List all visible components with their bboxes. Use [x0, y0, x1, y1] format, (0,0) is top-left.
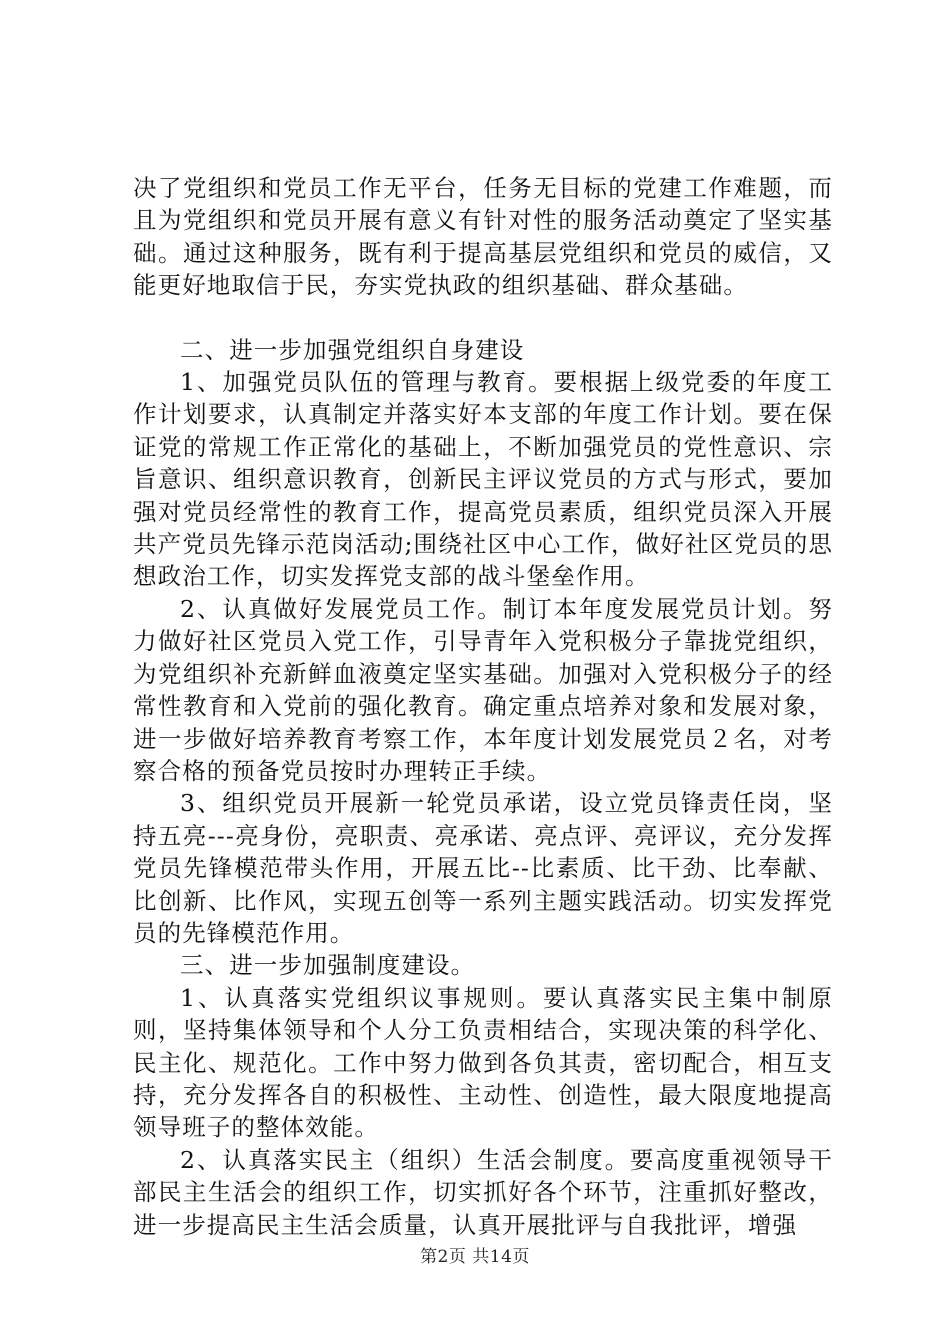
paragraph-member-commitment: 3、组织党员开展新一轮党员承诺，设立党员锋责任岗，坚持五亮---亮身份，亮职责、亮承诺、亮点评、亮评议，充分发挥党员先锋模范带头作用，开展五比--比素质、比干劲、比奉献、比创新、比作风，实现五创等一系列主题实践活动。切实发挥党员的先锋模范作用。: [133, 789, 833, 947]
paragraph-member-development: 2、认真做好发展党员工作。制订本年度发展党员计划。努力做好社区党员入党工作，引导青年入党积极分子靠拢党组织，为党组织补充新鲜血液奠定坚实基础。加强对入党积极分子的经常性教育和入党前的强化教育。确定重点培养对象和发展对象，进一步做好培养教育考察工作，本年度计划发展党员２名，对考察合格的预备党员按时办理转正手续。: [133, 594, 833, 785]
paragraph-spacer: [133, 302, 833, 334]
paragraph-democratic-life-meeting: 2、认真落实民主（组织）生活会制度。要高度重视领导干部民主生活会的组织工作，切实抓好各个环节，注重抓好整改，进一步提高民主生活会质量，认真开展批评与自我批评，增强: [133, 1145, 833, 1239]
page-number-footer: 第2页 共14页: [420, 1247, 530, 1267]
paragraph-deliberation-rules: 1、认真落实党组织议事规则。要认真落实民主集中制原则，坚持集体领导和个人分工负责相结合，实现决策的科学化、民主化、规范化。工作中努力做到各负其责，密切配合，相互支持，充分发挥各自的积极性、主动性、创造性，最大限度地提高领导班子的整体效能。: [133, 983, 833, 1142]
document-body: [133, 172, 833, 1241]
paragraph-continuation: 决了党组织和党员工作无平台，任务无目标的党建工作难题，而且为党组织和党员开展有意义有针对性的服务活动奠定了坚实基础。通过这种服务，既有利于提高基层党组织和党员的威信，又能更好地取信于民，夯实党执政的组织基础、群众基础。: [133, 174, 833, 300]
section-heading-2: 二、进一步加强党组织自身建设: [180, 335, 525, 364]
section-heading-3: 三、进一步加强制度建设。: [180, 951, 476, 980]
paragraph-party-member-management: 1、加强党员队伍的管理与教育。要根据上级党委的年度工作计划要求，认真制定并落实好本支部的年度工作计划。要在保证党的常规工作正常化的基础上，不断加强党员的党性意识、宗旨意识、组织意识教育，创新民主评议党员的方式与形式，要加强对党员经常性的教育工作，提高党员素质，组织党员深入开展共产党员先锋示范岗活动;围绕社区中心工作，做好社区党员的思想政治工作，切实发挥党支部的战斗堡垒作用。: [133, 368, 833, 591]
